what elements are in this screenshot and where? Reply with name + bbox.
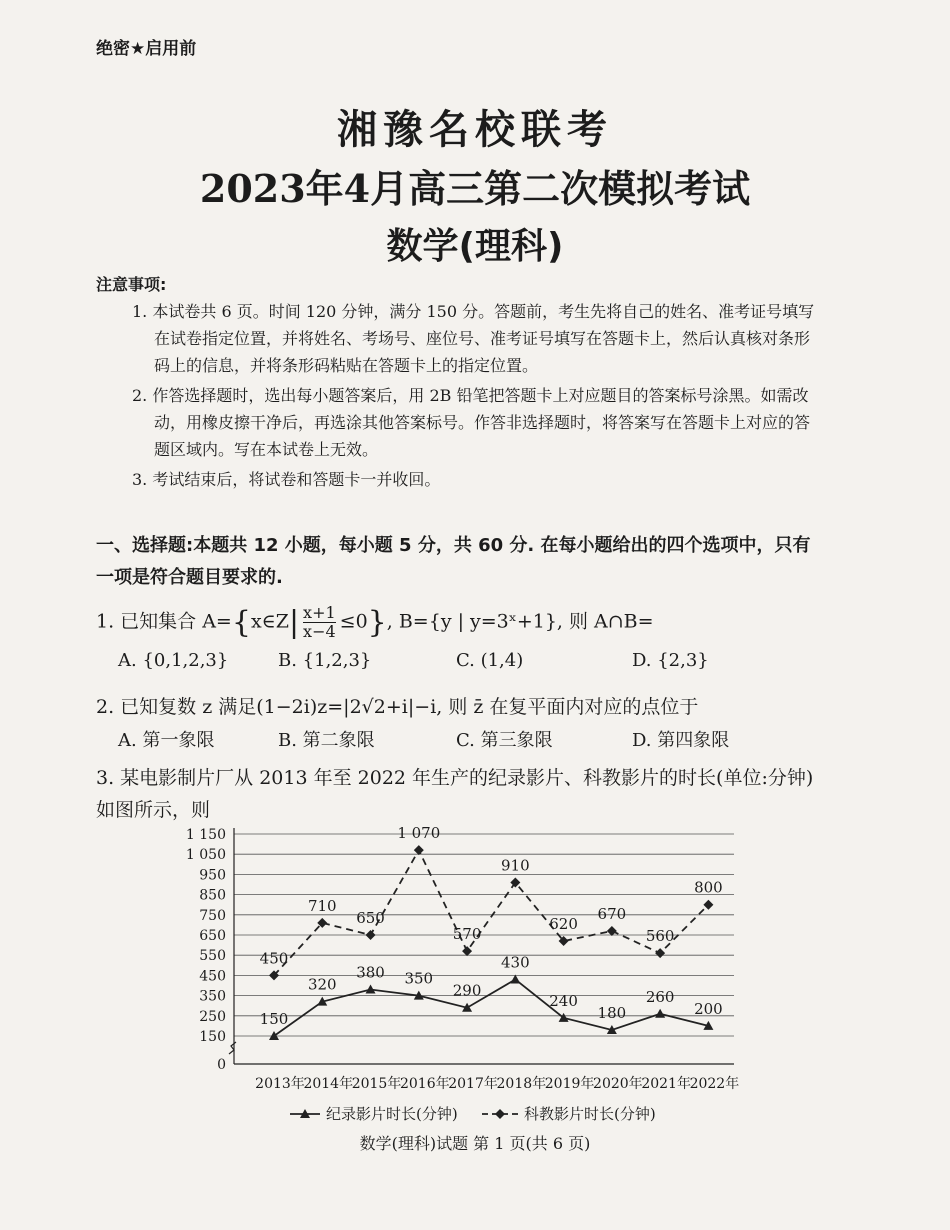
title-subject: 数学(理科)	[386, 226, 564, 267]
series-0-point-8	[655, 1009, 665, 1018]
series-1-label-6: 620	[549, 915, 578, 934]
q1-option-b: B. {1,2,3}	[278, 650, 372, 671]
series-0-label-3: 350	[404, 969, 434, 988]
series-0-point-0	[269, 1031, 279, 1040]
q2-option-a: A. 第一象限	[118, 730, 215, 751]
notice-heading: 注意事项:	[96, 275, 167, 294]
series-1-point-2	[366, 930, 376, 940]
legend-marker-1	[495, 1109, 505, 1119]
brace-right: }	[367, 605, 387, 640]
series-0-label-5: 430	[501, 953, 530, 972]
x-tick-label-0: 2013年	[255, 1076, 305, 1092]
y-tick-label-4: 450	[199, 968, 226, 985]
series-0-label-4: 290	[452, 981, 482, 1000]
series-0-label-2: 380	[356, 963, 385, 982]
x-tick-label-1: 2014年	[303, 1076, 354, 1092]
legend-label-1: 科教影片时长(分钟)	[524, 1105, 656, 1122]
q2-option-d: D. 第四象限	[632, 730, 730, 751]
series-1-label-4: 570	[452, 925, 482, 944]
series-1-label-1: 710	[307, 896, 337, 915]
q1-fraction	[303, 604, 336, 641]
x-tick-label-7: 2020年	[593, 1076, 643, 1092]
x-tick-label-9: 2022年	[689, 1076, 740, 1092]
y-tick-label-3: 350	[199, 988, 226, 1005]
q2-option-b: B. 第二象限	[278, 730, 375, 751]
q1-option-d: D. {2,3}	[632, 650, 709, 671]
question-1	[96, 604, 654, 641]
series-1-point-7	[607, 926, 617, 936]
series-0-label-8: 260	[645, 987, 675, 1006]
question-3: 3. 某电影制片厂从 2013 年至 2022 年生产的纪录影片、科教影片的时长(单位:分钟)如图所示，则	[96, 767, 814, 821]
notice-item-3	[132, 466, 822, 493]
y-tick-label-2: 250	[199, 1008, 226, 1025]
x-tick-label-6: 2019年	[544, 1076, 595, 1092]
axis-break	[229, 1042, 236, 1054]
x-tick-label-4: 2017年	[448, 1076, 498, 1092]
q1-frac-den: x−4	[303, 622, 336, 641]
series-0-label-6: 240	[549, 991, 578, 1010]
q1-set-var: x∈Z	[250, 610, 289, 633]
q1-le0: ≤0	[339, 610, 368, 633]
q2-option-c: C. 第三象限	[456, 730, 553, 751]
y-tick-label-10: 1 050	[185, 847, 226, 864]
series-1-point-3	[414, 845, 424, 855]
notice-item-1-text: 1. 本试卷共 6 页。时间 120 分钟，满分 150 分。答题前，考生先将自己的姓名、准考证号填写在试卷指定位置，并将姓名、考场号、座位号、准考证号填写在答题卡上，然后认真核对条形码上的信息，并将条形码粘贴在答题卡上的指定位置。	[132, 302, 815, 375]
series-1-label-3: 1 070	[397, 824, 441, 843]
notice-item-2-text: 2. 作答选择题时，选出每小题答案后，用 2B 铅笔把答题卡上对应题目的答案标号涂黑。如需改动，用橡皮擦干净后，再选涂其他答案标号。作答非选择题时，将答案写在答题卡上对应的答题区域内。写在本试卷上无效。	[132, 386, 811, 459]
y-tick-label-9: 950	[199, 867, 226, 884]
y-tick-label-5: 550	[199, 948, 226, 965]
notice-item-1	[132, 298, 822, 379]
series-line-0	[274, 979, 708, 1036]
y-tick-label-1: 150	[199, 1029, 226, 1045]
series-0-label-0: 150	[259, 1010, 289, 1028]
question-2: 2. 已知复数 z 满足(1−2i)z=|2√2+i|−i, 则 z̄ 在复平面内对应的点位于	[96, 696, 699, 718]
secret-label: 绝密★启用前	[96, 39, 197, 59]
y-tick-label-11: 1 150	[185, 827, 226, 843]
film-length-chart	[170, 822, 770, 1122]
brace-left: {	[231, 605, 251, 640]
y-tick-label-6: 650	[199, 928, 226, 944]
series-1-label-5: 910	[501, 856, 530, 875]
notice-item-2	[132, 382, 822, 463]
q1-frac-num: x+1	[303, 603, 336, 622]
series-1-point-9	[703, 900, 713, 910]
series-0-point-2	[366, 985, 376, 994]
series-1-label-0: 450	[259, 949, 289, 968]
y-tick-label-7: 750	[199, 907, 226, 924]
y-tick-label-8: 850	[199, 887, 226, 904]
series-1-label-8: 560	[645, 927, 675, 946]
series-0-label-1: 320	[307, 975, 337, 994]
x-tick-label-2: 2015年	[351, 1076, 402, 1092]
page-footer: 数学(理科)试题 第 1 页(共 6 页)	[359, 1134, 591, 1153]
title-exam: 2023年4月高三第二次模拟考试	[199, 166, 751, 211]
series-1-label-9: 800	[694, 878, 723, 897]
q1-option-a: A. {0,1,2,3}	[118, 650, 229, 671]
x-tick-label-5: 2018年	[496, 1076, 547, 1092]
q1-option-c: C. (1,4)	[456, 650, 524, 671]
title-union: 湘豫名校联考	[337, 107, 613, 153]
q1-rest: , B={y | y=3ˣ+1}, 则 A∩B=	[386, 610, 654, 633]
q1-prefix: 1. 已知集合 A=	[96, 610, 232, 633]
series-1-point-4	[462, 946, 472, 956]
notice-item-3-text: 3. 考试结束后，将试卷和答题卡一并收回。	[132, 470, 441, 489]
bar: |	[288, 605, 300, 640]
x-tick-label-3: 2016年	[399, 1076, 450, 1092]
series-0-label-9: 200	[694, 999, 723, 1018]
section-heading: 一、选择题:本题共 12 小题，每小题 5 分，共 60 分. 在每小题给出的四个选项中，只有一项是符合题目要求的.	[96, 535, 811, 588]
series-1-label-7: 670	[597, 904, 627, 923]
series-1-label-2: 650	[356, 909, 385, 927]
series-1-point-8	[655, 948, 665, 958]
series-line-1	[274, 850, 708, 975]
y-tick-label-0: 0	[217, 1057, 226, 1073]
legend-label-0: 纪录影片时长(分钟)	[326, 1105, 458, 1122]
x-tick-label-8: 2021年	[641, 1076, 691, 1092]
series-0-label-7: 180	[597, 1003, 627, 1022]
